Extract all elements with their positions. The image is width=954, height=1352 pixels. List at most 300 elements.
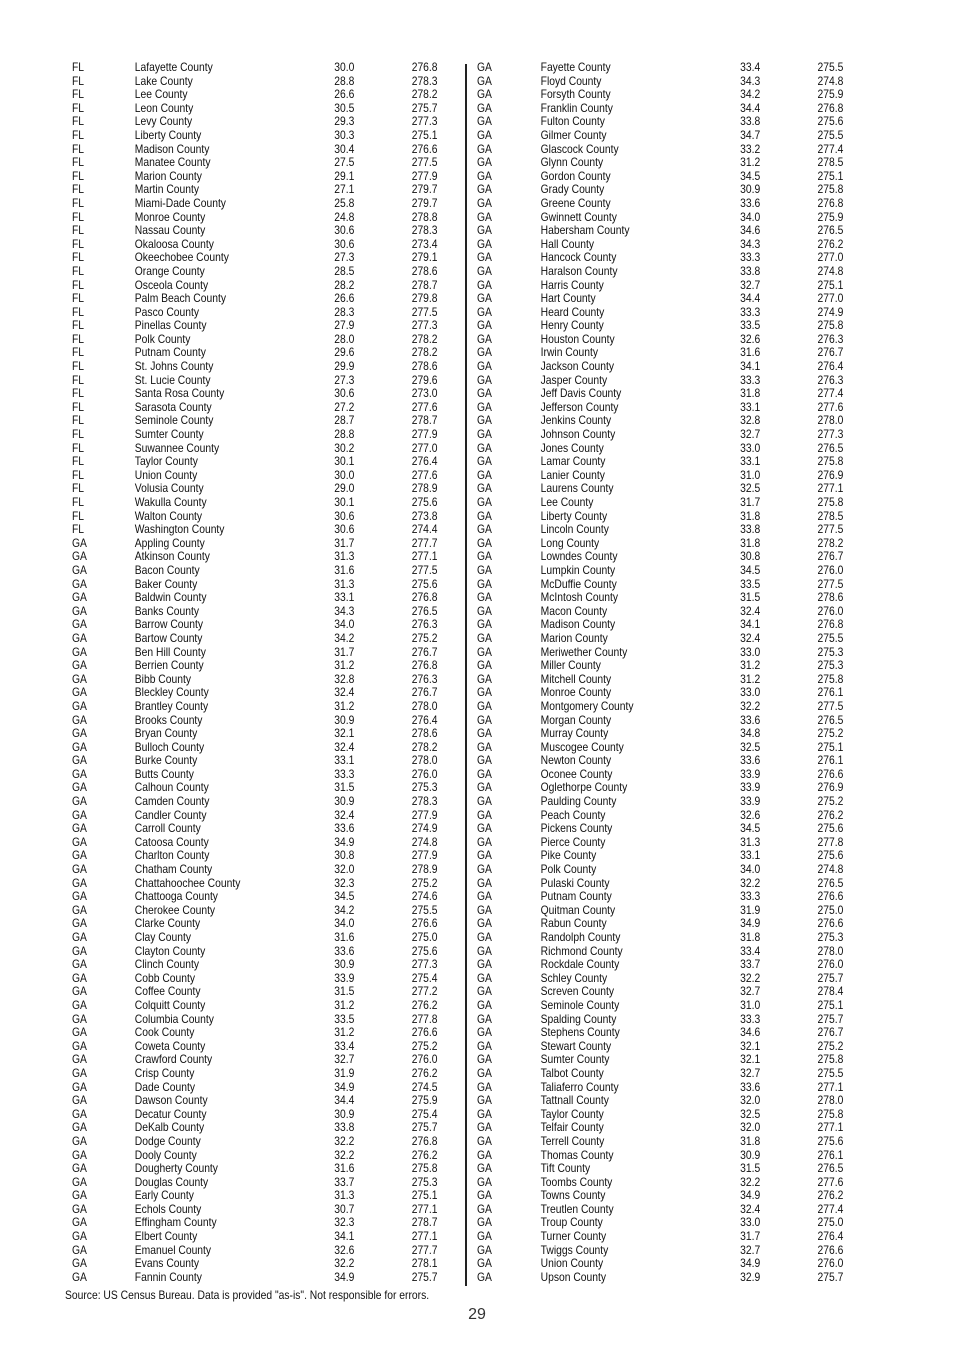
value-1-cell: 33.8	[740, 522, 761, 537]
value-2-cell: 277.5	[411, 155, 438, 170]
table-row	[72, 875, 438, 891]
county-cell: Pinellas County	[134, 318, 207, 333]
value-1-cell: 31.2	[334, 658, 355, 673]
table-row	[477, 100, 844, 116]
state-cell: GA	[477, 467, 492, 482]
value-2-cell: 278.2	[411, 345, 438, 360]
value-1-cell: 32.7	[740, 984, 761, 999]
value-1-cell: 33.6	[740, 1079, 761, 1094]
value-1-cell: 30.6	[334, 508, 355, 523]
county-cell: Putnam County	[540, 889, 612, 904]
county-cell: Union County	[134, 467, 198, 482]
value-2-cell: 276.6	[411, 1025, 438, 1040]
value-2-cell: 278.0	[817, 943, 844, 958]
table-row	[72, 807, 438, 823]
state-cell: FL	[72, 481, 85, 496]
county-cell: Wakulla County	[134, 495, 207, 509]
value-1-cell: 27.3	[334, 372, 355, 387]
table-row	[477, 141, 844, 157]
value-1-cell: 30.9	[740, 1147, 761, 1162]
county-cell: Seminole County	[540, 997, 620, 1012]
table-row	[72, 821, 438, 836]
value-1-cell: 34.9	[334, 1269, 355, 1284]
state-cell: GA	[72, 1215, 87, 1230]
county-cell: Stewart County	[540, 1038, 612, 1053]
value-2-cell: 274.8	[817, 73, 844, 88]
table-row	[477, 753, 844, 768]
value-2-cell: 275.6	[817, 821, 844, 836]
table-row	[72, 454, 438, 469]
table-row	[72, 223, 438, 238]
county-cell: Pike County	[540, 848, 597, 863]
state-cell: GA	[72, 821, 87, 836]
state-cell: GA	[477, 1215, 492, 1230]
county-cell: Bleckley County	[134, 685, 209, 700]
state-cell: GA	[477, 345, 492, 360]
state-cell: GA	[72, 1147, 87, 1162]
county-cell: Haralson County	[540, 263, 618, 278]
table-row	[72, 127, 438, 143]
value-1-cell: 33.3	[334, 766, 355, 781]
value-2-cell: 275.9	[411, 1093, 438, 1108]
county-cell: Marion County	[134, 168, 202, 183]
right-data-column	[477, 61, 877, 1284]
value-2-cell: 276.0	[817, 957, 844, 972]
state-cell: GA	[72, 902, 87, 917]
table-row	[72, 603, 438, 619]
value-2-cell: 276.0	[817, 603, 844, 618]
state-cell: GA	[72, 957, 87, 972]
county-cell: Miami-Dade County	[134, 195, 226, 210]
value-1-cell: 32.5	[740, 739, 761, 754]
county-cell: Evans County	[134, 1256, 200, 1271]
value-2-cell: 275.2	[817, 1038, 844, 1053]
county-cell: Jasper County	[540, 372, 608, 387]
county-cell: Troup County	[540, 1215, 603, 1230]
county-cell: Laurens County	[540, 481, 614, 496]
county-cell: Osceola County	[134, 277, 209, 292]
county-cell: Manatee County	[134, 155, 211, 170]
county-cell: Washington County	[134, 522, 225, 537]
table-row	[72, 481, 438, 496]
value-1-cell: 34.0	[740, 209, 761, 224]
state-cell: FL	[72, 100, 85, 115]
value-1-cell: 30.4	[334, 141, 355, 156]
value-1-cell: 32.0	[740, 1093, 761, 1108]
state-cell: GA	[477, 182, 492, 197]
county-cell: Martin County	[134, 182, 200, 197]
table-row	[72, 1133, 438, 1149]
table-row	[477, 73, 844, 89]
state-cell: GA	[72, 1161, 87, 1176]
table-row	[72, 1038, 438, 1054]
value-1-cell: 30.6	[334, 236, 355, 251]
value-2-cell: 279.7	[411, 182, 438, 197]
state-cell: GA	[72, 712, 87, 727]
value-2-cell: 279.8	[411, 291, 438, 306]
county-cell: Franklin County	[540, 100, 613, 115]
table-row	[477, 780, 844, 795]
value-1-cell: 29.0	[334, 481, 355, 496]
state-cell: GA	[477, 644, 492, 659]
value-2-cell: 277.6	[411, 399, 438, 414]
value-2-cell: 275.7	[817, 1011, 844, 1026]
state-cell: FL	[72, 73, 85, 88]
state-cell: FL	[72, 345, 85, 360]
table-row	[72, 1025, 438, 1040]
value-1-cell: 31.2	[334, 698, 355, 713]
state-cell: FL	[72, 359, 85, 374]
value-1-cell: 31.2	[740, 658, 761, 673]
county-cell: Long County	[540, 535, 600, 550]
table-row	[72, 345, 438, 360]
value-2-cell: 275.1	[411, 1188, 438, 1203]
county-cell: Okeechobee County	[134, 250, 229, 265]
source-note: Source: US Census Bureau. Data is provided "as-is". Not responsible for errors.	[65, 1288, 430, 1302]
county-cell: Santa Rosa County	[134, 386, 225, 401]
value-1-cell: 32.2	[334, 1133, 355, 1148]
county-cell: Henry County	[540, 318, 604, 333]
state-cell: GA	[477, 848, 492, 863]
value-1-cell: 29.9	[334, 359, 355, 374]
value-1-cell: 31.6	[334, 1161, 355, 1176]
state-cell: GA	[72, 535, 87, 550]
value-2-cell: 277.2	[411, 984, 438, 999]
county-cell: Dawson County	[134, 1093, 208, 1108]
table-row	[72, 766, 438, 782]
value-2-cell: 275.5	[817, 1065, 844, 1080]
county-cell: Tift County	[540, 1161, 591, 1176]
county-cell: Heard County	[540, 304, 605, 319]
value-2-cell: 278.2	[411, 739, 438, 754]
state-cell: GA	[72, 658, 87, 673]
state-cell: GA	[72, 576, 87, 591]
value-2-cell: 276.5	[817, 712, 844, 727]
table-row	[72, 930, 438, 945]
value-2-cell: 275.1	[817, 997, 844, 1012]
county-cell: Chattooga County	[134, 889, 218, 904]
state-cell: GA	[72, 698, 87, 713]
value-2-cell: 278.5	[817, 508, 844, 523]
county-cell: Lamar County	[540, 454, 606, 469]
table-row	[477, 454, 844, 469]
state-cell: GA	[477, 1174, 492, 1189]
county-cell: Hart County	[540, 291, 596, 306]
county-cell: Lee County	[134, 87, 188, 102]
value-2-cell: 276.7	[817, 345, 844, 360]
county-cell: Muscogee County	[540, 739, 624, 754]
value-1-cell: 33.1	[740, 848, 761, 863]
value-1-cell: 32.2	[740, 1174, 761, 1189]
county-cell: Greene County	[540, 195, 611, 210]
county-cell: Brantley County	[134, 698, 209, 713]
state-cell: GA	[477, 60, 492, 74]
value-2-cell: 278.6	[411, 726, 438, 741]
state-cell: GA	[477, 617, 492, 632]
value-1-cell: 33.6	[740, 753, 761, 768]
value-1-cell: 30.3	[334, 127, 355, 142]
value-2-cell: 276.7	[411, 644, 438, 659]
state-cell: GA	[477, 318, 492, 333]
state-cell: GA	[477, 331, 492, 346]
county-cell: Clay County	[134, 930, 192, 944]
county-cell: Stephens County	[540, 1025, 620, 1040]
county-cell: McDuffie County	[540, 576, 617, 591]
value-1-cell: 30.0	[334, 60, 355, 74]
value-2-cell: 278.6	[411, 263, 438, 278]
value-1-cell: 34.9	[740, 1188, 761, 1203]
table-row	[477, 902, 844, 918]
value-1-cell: 32.5	[740, 481, 761, 496]
state-cell: GA	[477, 495, 492, 509]
state-cell: GA	[72, 1011, 87, 1026]
table-row	[72, 495, 438, 510]
table-row	[72, 1065, 438, 1081]
county-cell: Fayette County	[540, 60, 611, 74]
county-cell: Pulaski County	[540, 875, 610, 890]
value-1-cell: 33.6	[740, 712, 761, 727]
state-cell: FL	[72, 155, 85, 170]
table-row	[477, 739, 844, 755]
value-1-cell: 33.9	[740, 794, 761, 809]
state-cell: GA	[477, 141, 492, 156]
state-cell: GA	[477, 87, 492, 102]
value-1-cell: 32.7	[334, 1052, 355, 1067]
value-2-cell: 275.3	[817, 658, 844, 673]
value-1-cell: 33.0	[740, 440, 761, 455]
table-row	[72, 413, 438, 428]
state-cell: GA	[72, 1079, 87, 1094]
value-1-cell: 32.1	[740, 1052, 761, 1067]
state-cell: FL	[72, 413, 85, 428]
value-1-cell: 34.9	[334, 1079, 355, 1094]
table-row	[477, 862, 844, 877]
table-row	[477, 508, 844, 524]
table-row	[477, 766, 844, 782]
value-2-cell: 276.4	[411, 454, 438, 469]
county-cell: Palm Beach County	[134, 291, 226, 306]
state-cell: FL	[72, 87, 85, 102]
state-cell: FL	[72, 263, 85, 278]
table-row	[477, 834, 844, 850]
value-2-cell: 277.3	[411, 957, 438, 972]
value-2-cell: 275.1	[411, 127, 438, 142]
value-2-cell: 278.3	[411, 73, 438, 88]
state-cell: GA	[477, 1106, 492, 1121]
county-cell: Union County	[540, 1256, 604, 1271]
value-1-cell: 32.2	[334, 1147, 355, 1162]
value-1-cell: 34.9	[740, 916, 761, 931]
table-row	[72, 590, 438, 605]
table-row	[72, 630, 438, 646]
table-row	[72, 209, 438, 225]
value-1-cell: 28.8	[334, 73, 355, 88]
state-cell: GA	[72, 630, 87, 645]
state-cell: GA	[72, 1201, 87, 1216]
value-1-cell: 31.5	[334, 984, 355, 999]
table-row	[72, 1106, 438, 1122]
value-1-cell: 24.8	[334, 209, 355, 224]
value-1-cell: 31.2	[334, 1025, 355, 1040]
value-2-cell: 275.8	[411, 1161, 438, 1176]
state-cell: GA	[477, 372, 492, 387]
state-cell: GA	[72, 753, 87, 768]
county-cell: Johnson County	[540, 427, 616, 442]
county-cell: Dade County	[134, 1079, 196, 1094]
table-row	[72, 943, 438, 959]
value-2-cell: 274.6	[411, 889, 438, 904]
state-cell: GA	[72, 726, 87, 741]
value-1-cell: 34.5	[740, 168, 761, 183]
value-2-cell: 276.3	[817, 372, 844, 387]
county-cell: Fannin County	[134, 1269, 202, 1284]
table-row	[72, 1215, 438, 1230]
value-2-cell: 277.1	[411, 1229, 438, 1244]
state-cell: GA	[477, 1011, 492, 1026]
state-cell: GA	[477, 127, 492, 142]
table-row	[477, 223, 844, 238]
table-row	[72, 467, 438, 483]
state-cell: GA	[477, 100, 492, 115]
county-cell: Schley County	[540, 970, 608, 985]
value-2-cell: 277.3	[411, 318, 438, 333]
table-row	[72, 997, 438, 1013]
county-cell: Habersham County	[540, 223, 630, 238]
value-1-cell: 33.7	[740, 957, 761, 972]
value-1-cell: 31.3	[740, 834, 761, 849]
county-cell: Talbot County	[540, 1065, 604, 1080]
value-1-cell: 32.6	[740, 331, 761, 346]
table-row	[477, 263, 844, 279]
value-2-cell: 274.9	[817, 304, 844, 319]
state-cell: GA	[72, 671, 87, 686]
value-1-cell: 31.7	[334, 535, 355, 550]
value-1-cell: 32.5	[740, 1106, 761, 1121]
county-cell: Montgomery County	[540, 698, 634, 713]
value-2-cell: 275.8	[817, 1106, 844, 1121]
value-2-cell: 276.5	[817, 1161, 844, 1176]
table-row	[477, 304, 844, 320]
state-cell: GA	[72, 834, 87, 849]
table-row	[72, 957, 438, 972]
table-row	[72, 1093, 438, 1108]
value-1-cell: 32.1	[740, 1038, 761, 1053]
value-2-cell: 277.5	[817, 576, 844, 591]
value-1-cell: 31.3	[334, 576, 355, 591]
county-cell: Rabun County	[540, 916, 607, 931]
table-row	[72, 780, 438, 795]
value-2-cell: 275.5	[817, 127, 844, 142]
value-2-cell: 278.7	[411, 413, 438, 428]
value-1-cell: 34.1	[740, 617, 761, 632]
value-1-cell: 32.4	[334, 807, 355, 822]
county-cell: Ben Hill County	[134, 644, 206, 659]
table-row	[72, 658, 438, 673]
table-row	[477, 957, 844, 972]
value-1-cell: 32.7	[740, 1065, 761, 1080]
table-row	[72, 834, 438, 850]
table-row	[72, 195, 438, 211]
state-cell: GA	[72, 1052, 87, 1067]
value-2-cell: 278.0	[817, 1093, 844, 1108]
state-cell: FL	[72, 440, 85, 455]
county-cell: Taylor County	[134, 454, 198, 469]
value-1-cell: 30.9	[334, 712, 355, 727]
value-2-cell: 276.8	[817, 100, 844, 115]
value-1-cell: 30.6	[334, 386, 355, 401]
table-row	[72, 549, 438, 564]
table-row	[477, 1025, 844, 1040]
state-cell: GA	[477, 590, 492, 605]
state-cell: GA	[477, 902, 492, 917]
table-row	[477, 386, 844, 401]
table-row	[477, 250, 844, 265]
value-2-cell: 276.8	[817, 617, 844, 632]
value-2-cell: 276.2	[411, 1065, 438, 1080]
value-1-cell: 31.3	[334, 549, 355, 564]
county-cell: Randolph County	[540, 930, 621, 944]
state-cell: FL	[72, 114, 85, 129]
state-cell: GA	[72, 889, 87, 904]
county-cell: Pierce County	[540, 834, 606, 849]
value-2-cell: 276.5	[817, 440, 844, 455]
table-row	[477, 821, 844, 836]
county-cell: Bulloch County	[134, 739, 205, 754]
value-2-cell: 277.4	[817, 1201, 844, 1216]
county-cell: Jenkins County	[540, 413, 612, 428]
value-2-cell: 277.1	[817, 481, 844, 496]
county-cell: Suwannee County	[134, 440, 220, 455]
county-cell: Treutlen County	[540, 1201, 614, 1216]
value-1-cell: 33.1	[740, 399, 761, 414]
value-1-cell: 32.4	[334, 685, 355, 700]
value-2-cell: 274.4	[411, 522, 438, 537]
table-row	[477, 698, 844, 714]
table-row	[72, 182, 438, 197]
table-row	[477, 399, 844, 415]
state-cell: FL	[72, 236, 85, 251]
county-cell: Leon County	[134, 100, 194, 115]
value-2-cell: 278.3	[411, 794, 438, 809]
value-2-cell: 276.8	[411, 60, 438, 74]
county-cell: Crisp County	[134, 1065, 195, 1080]
county-cell: Sumter County	[540, 1052, 610, 1067]
table-row	[477, 807, 844, 823]
county-cell: Orange County	[134, 263, 205, 278]
value-2-cell: 275.8	[817, 182, 844, 197]
value-2-cell: 276.3	[817, 331, 844, 346]
table-row	[72, 889, 438, 904]
county-cell: Cherokee County	[134, 902, 216, 917]
table-row	[477, 1256, 844, 1271]
value-2-cell: 277.5	[817, 522, 844, 537]
value-2-cell: 277.6	[411, 467, 438, 482]
table-row	[477, 1052, 844, 1067]
table-row	[477, 427, 844, 442]
county-cell: Early County	[134, 1188, 194, 1203]
county-cell: Lowndes County	[540, 549, 618, 564]
table-row	[72, 1079, 438, 1095]
value-1-cell: 31.5	[334, 780, 355, 795]
value-2-cell: 277.7	[411, 535, 438, 550]
value-1-cell: 31.8	[740, 930, 761, 944]
table-row	[72, 1201, 438, 1217]
value-1-cell: 33.9	[740, 766, 761, 781]
value-2-cell: 276.2	[817, 1188, 844, 1203]
table-row	[72, 87, 438, 102]
state-cell: FL	[72, 522, 85, 537]
county-cell: Hall County	[540, 236, 594, 251]
